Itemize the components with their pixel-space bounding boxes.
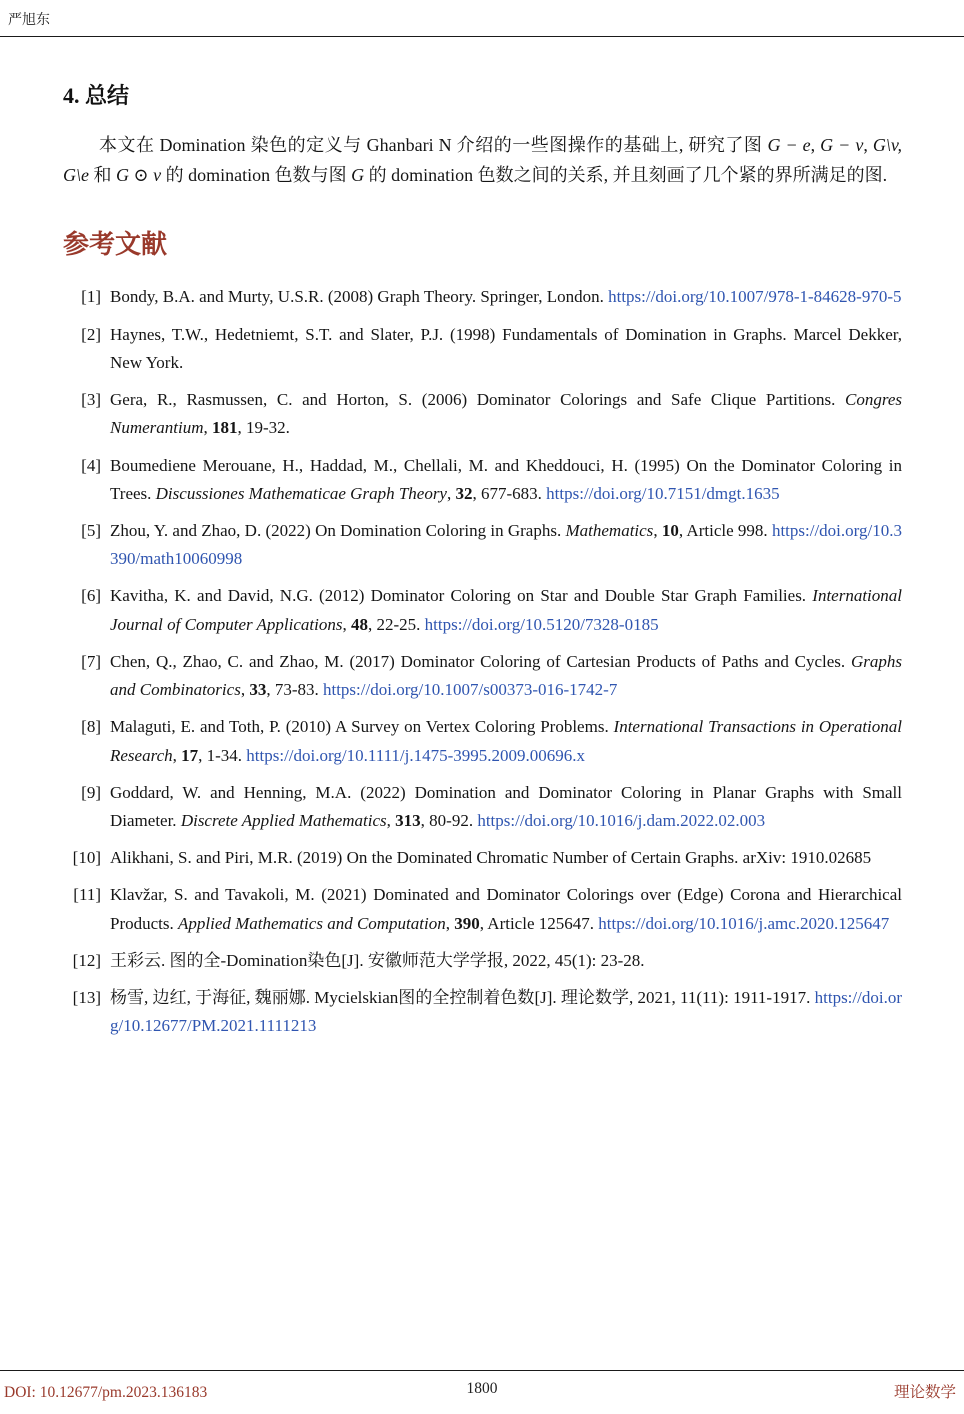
reference-item xyxy=(63,452,902,508)
text-segment: , xyxy=(810,135,821,155)
text-segment: Goddard, W. and Henning, M.A. (2022) Domination and Dominator Coloring in Planar Graphs with Small Diameter. xyxy=(110,782,902,830)
reference-text xyxy=(110,452,902,508)
text-segment: Zhou, Y. and Zhao, D. (2022) On Domination Coloring in Graphs. xyxy=(110,521,566,540)
text-segment: , xyxy=(240,680,250,700)
doi-link[interactable]: https://doi.org/10.1016/j.dam.2022.02.003 xyxy=(477,810,766,830)
text-segment: , 80-92. xyxy=(420,810,478,830)
reference-text xyxy=(110,947,902,975)
footer-row xyxy=(0,1371,964,1414)
text-segment: 313 xyxy=(395,810,421,830)
reference-text xyxy=(110,984,902,1040)
reference-item xyxy=(63,648,902,704)
text-segment: 本文在 Domination 染色的定义与 Ghanbari N 介绍的一些图操作的基础上, 研究了图 xyxy=(99,135,768,155)
reference-text xyxy=(110,517,902,573)
reference-number: [10] xyxy=(72,848,101,868)
text-segment: 390 xyxy=(454,913,480,933)
summary-paragraph xyxy=(63,130,902,190)
reference-item xyxy=(63,844,902,872)
section-heading xyxy=(63,79,902,110)
text-segment: Congres Numerantium xyxy=(110,390,902,438)
text-segment: , xyxy=(172,745,182,765)
text-segment: , 1-34. xyxy=(198,745,247,765)
reference-number: [7] xyxy=(81,651,101,671)
reference-text xyxy=(110,582,902,638)
footer-doi: DOI: 10.12677/pm.2023.136183 xyxy=(4,1384,208,1401)
text-segment: 杨雪, 边红, 于海征, 魏丽娜. Mycielskian图的全控制着色数[J]. 理论数学, 2021, 11(11): 1911-1917. xyxy=(110,988,815,1008)
text-segment: G ⊙ v xyxy=(116,165,162,186)
text-segment: , xyxy=(342,614,351,634)
reference-text xyxy=(110,844,902,872)
text-segment: , xyxy=(863,135,873,155)
text-segment: 王彩云. 图的全-Domination染色[J]. 安徽师范大学学报, 2022, 45(1): 23-28. xyxy=(110,950,645,970)
reference-text xyxy=(110,881,902,937)
running-author: 严旭东 xyxy=(8,13,50,28)
reference-number: [13] xyxy=(72,988,101,1008)
reference-item xyxy=(63,779,902,835)
reference-item xyxy=(63,517,902,573)
text-segment: 181 xyxy=(212,418,238,438)
text-segment: Gera, R., Rasmussen, C. and Horton, S. (2006) Dominator Colorings and Safe Clique Partitions. xyxy=(110,390,845,410)
text-segment: , 19-32. xyxy=(237,418,290,438)
doi-link[interactable]: https://doi.org/10.1007/s00373-016-1742-7 xyxy=(322,680,618,700)
text-segment: 的 domination 色数与图 xyxy=(161,165,352,186)
references-heading: 参考文献 xyxy=(63,229,168,260)
reference-number: [9] xyxy=(81,782,101,802)
footer-journal: 理论数学 xyxy=(893,1384,956,1401)
reference-item xyxy=(63,321,902,377)
reference-item xyxy=(63,713,902,769)
text-segment: 33 xyxy=(249,680,267,700)
doi-link[interactable]: https://doi.org/10.1111/j.1475-3995.2009.00696.x xyxy=(246,745,586,765)
text-segment: 17 xyxy=(181,745,199,765)
text-segment: 48 xyxy=(351,614,368,634)
reference-item xyxy=(63,283,902,311)
reference-number: [4] xyxy=(81,455,101,475)
text-segment: Kavitha, K. and David, N.G. (2012) Dominator Coloring on Star and Double Star Graph Families. xyxy=(110,586,813,606)
doi-link[interactable]: https://doi.org/10.1007/978-1-84628-970-5 xyxy=(608,287,902,307)
text-segment: 和 xyxy=(89,165,116,186)
section-title: 总结 xyxy=(85,83,130,108)
reference-item xyxy=(63,881,902,937)
reference-text xyxy=(110,321,902,377)
text-segment: , Article 125647. xyxy=(479,913,599,933)
reference-text xyxy=(110,283,902,311)
reference-number: [5] xyxy=(81,521,101,540)
doi-link[interactable]: https://doi.org/10.12677/PM.2021.1111213 xyxy=(110,988,902,1036)
text-segment: Bondy, B.A. and Murty, U.S.R. (2008) Graph Theory. Springer, London. xyxy=(110,287,609,307)
reference-number: [3] xyxy=(81,390,101,410)
text-segment: , xyxy=(386,810,396,830)
reference-number: [2] xyxy=(81,324,101,344)
reference-text xyxy=(110,779,902,835)
text-segment: Boumediene Merouane, H., Haddad, M., Chellali, M. and Kheddouci, H. (1995) On the Dominator Coloring in Trees. xyxy=(110,455,902,503)
references-list xyxy=(63,283,902,1040)
paper-body xyxy=(0,37,964,1041)
text-segment: Graphs and Combinatorics xyxy=(110,651,902,700)
reference-item xyxy=(63,947,902,975)
reference-number: [6] xyxy=(81,586,101,606)
reference-text xyxy=(110,386,902,442)
doi-link[interactable]: https://doi.org/10.1016/j.amc.2020.125647 xyxy=(598,913,890,933)
text-segment: Discrete Applied Mathematics xyxy=(180,810,387,830)
text-segment: 的 domination 色数之间的关系, 并且刻画了几个紧的界所满足的图. xyxy=(364,165,888,186)
reference-item xyxy=(63,984,902,1040)
text-segment: 32 xyxy=(455,483,473,503)
text-segment: G − e xyxy=(767,135,811,155)
text-segment: Discussiones Mathematicae Graph Theory xyxy=(155,483,447,503)
doi-link[interactable]: https://doi.org/10.3390/math10060998 xyxy=(110,521,902,569)
text-segment: International Transactions in Operational Research xyxy=(110,717,902,765)
text-segment: , 73-83. xyxy=(266,680,323,700)
text-segment: Chen, Q., Zhao, C. and Zhao, M. (2017) Dominator Coloring of Cartesian Products of Paths and Cycles. xyxy=(110,651,851,671)
text-segment: G − v xyxy=(820,135,864,155)
text-segment: , 677-683. xyxy=(472,483,547,503)
text-segment: Haynes, T.W., Hedetniemt, S.T. and Slater, P.J. (1998) Fundamentals of Domination in Graphs. Marcel Dekker, New York. xyxy=(110,324,902,372)
text-segment: , xyxy=(653,521,662,540)
text-segment: , xyxy=(203,418,212,438)
text-segment: , xyxy=(446,483,456,503)
section-number: 4. xyxy=(63,83,80,108)
reference-text xyxy=(110,713,902,769)
text-segment: Klavžar, S. and Tavakoli, M. (2021) Dominated and Dominator Colorings over (Edge) Corona and Hierarchical Products. xyxy=(110,885,902,933)
footer-page-number: 1800 xyxy=(466,1380,498,1397)
doi-link[interactable]: https://doi.org/10.5120/7328-0185 xyxy=(424,614,659,634)
text-segment: G\v, G\e xyxy=(63,135,902,186)
reference-number: [1] xyxy=(81,287,101,307)
text-segment: Applied Mathematics and Computation xyxy=(178,913,446,933)
text-segment: Alikhani, S. and Piri, M.R. (2019) On the Dominated Chromatic Number of Certain Graphs. arXiv: 1910.02685 xyxy=(110,848,872,868)
text-segment: Malaguti, E. and Toth, P. (2010) A Survey on Vertex Coloring Problems. xyxy=(110,717,614,737)
page-header xyxy=(0,0,964,36)
page-footer xyxy=(0,1370,964,1414)
reference-number: [12] xyxy=(72,950,101,970)
text-segment: , xyxy=(445,913,455,933)
text-segment: Mathematics xyxy=(565,521,654,540)
reference-item xyxy=(63,386,902,442)
reference-text xyxy=(110,648,902,704)
text-segment: , 22-25. xyxy=(368,614,425,634)
doi-link[interactable]: https://doi.org/10.7151/dmgt.1635 xyxy=(546,483,780,503)
text-segment: , Article 998. xyxy=(678,521,772,540)
text-segment: International Journal of Computer Applications xyxy=(110,586,902,634)
text-segment: 10 xyxy=(661,521,679,540)
reference-number: [11] xyxy=(73,885,101,905)
reference-item xyxy=(63,582,902,638)
reference-number: [8] xyxy=(81,717,101,737)
text-segment: G xyxy=(351,165,365,186)
